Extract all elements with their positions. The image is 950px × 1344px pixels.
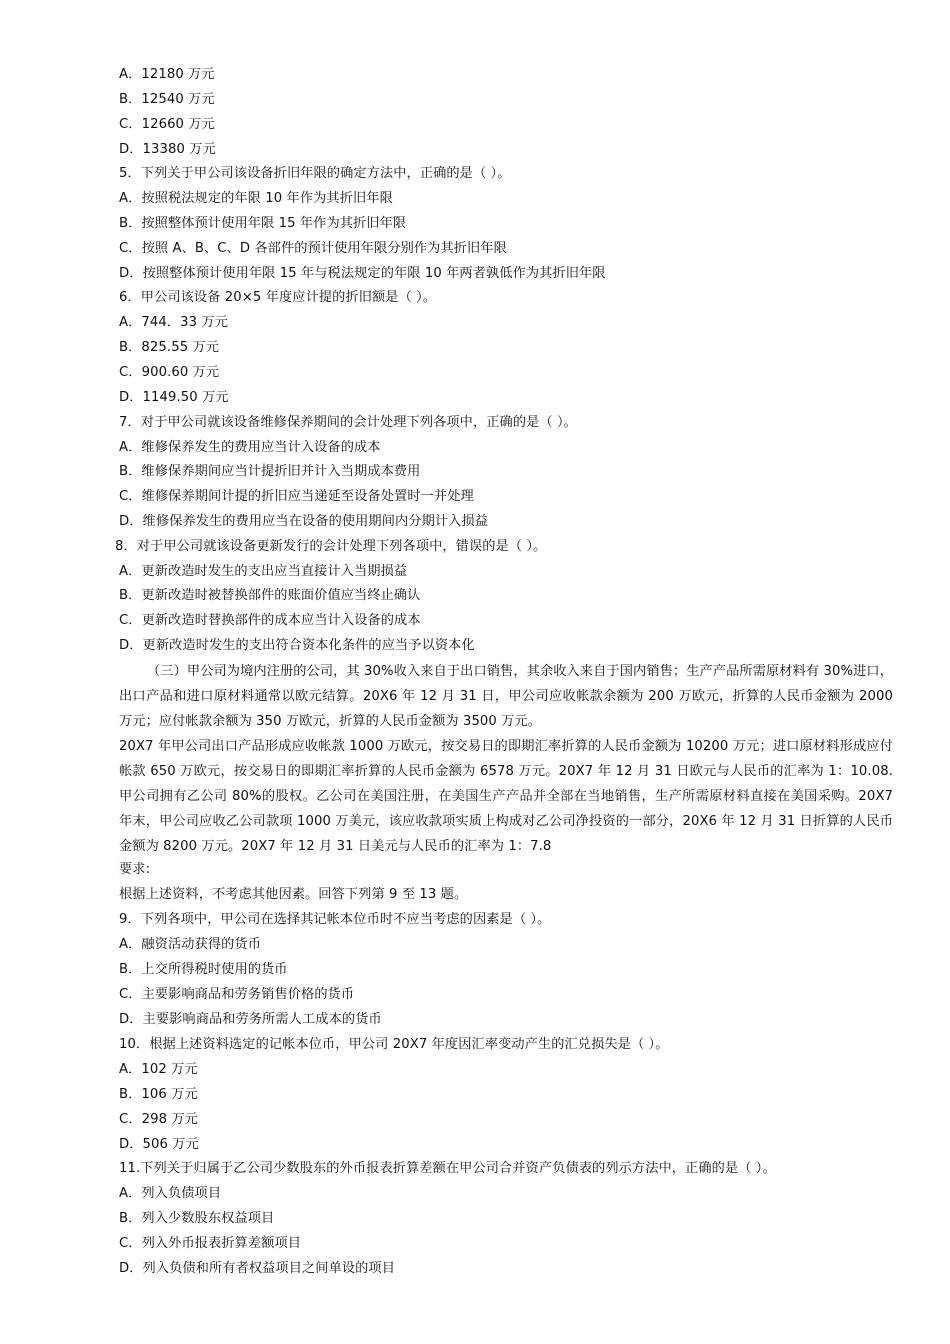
option-a-q5: A．按照税法规定的年限 10 年作为其折旧年限 (119, 191, 393, 206)
requirement-label: 要求: (119, 862, 151, 877)
question-5: 5．下列关于甲公司该设备折旧年限的确定方法中，正确的是（ ）。 (119, 166, 511, 181)
option-c-q9: C．主要影响商品和劳务销售价格的货币 (119, 987, 355, 1002)
option-a-q10: A．102 万元 (119, 1062, 198, 1077)
option-d-q11: D．列入负债和所有者权益项目之间单设的项目 (119, 1261, 396, 1276)
option-c-q5: C．按照 A、B、C、D 各部件的预计使用年限分别作为其折旧年限 (119, 241, 507, 256)
case-paragraph-1: （三）甲公司为境内注册的公司，其 30%收入来自于出口销售，其余收入来自于国内销售；生产产品所需原材料有 30%进口，出口产品和进口原材料通常以欧元结算。20X6 年 12 月 31 日，甲公司应收帐款余额为 200 万欧元，折算的人民币金额为 2000 万元；应付帐款余额为 350 万欧元，折算的人民币金额为 3500 万元。 (119, 664, 893, 729)
option-d-q8: D．更新改造时发生的支出符合资本化条件的应当予以资本化 (119, 638, 475, 653)
option-a-q4: A．12180 万元 (119, 67, 215, 82)
option-a-q11: A．列入负债项目 (119, 1186, 222, 1201)
option-a-q6: A．744．33 万元 (119, 315, 229, 330)
question-9: 9．下列各项中，甲公司在选择其记帐本位币时不应当考虑的因素是（ ）。 (119, 912, 551, 927)
option-b-q9: B．上交所得税时使用的货币 (119, 962, 288, 977)
question-10: 10．根据上述资料选定的记帐本位币，甲公司 20X7 年度因汇率变动产生的汇兑损失是（ ）。 (119, 1037, 669, 1052)
option-d-q6: D．1149.50 万元 (119, 390, 229, 405)
option-b-q11: B．列入少数股东权益项目 (119, 1211, 275, 1226)
option-c-q7: C．维修保养期间计提的折旧应当递延至设备处置时一并处理 (119, 489, 474, 504)
option-b-q8: B．更新改造时被替换部件的账面价值应当终止确认 (119, 588, 421, 603)
option-c-q11: C．列入外币报表折算差额项目 (119, 1236, 302, 1251)
option-a-q7: A．维修保养发生的费用应当计入设备的成本 (119, 440, 381, 455)
case-paragraph-2: 20X7 年甲公司出口产品形成应收帐款 1000 万欧元，按交易日的即期汇率折算的人民币金额为 10200 万元；进口原材料形成应付帐款 650 万欧元，按交易日的即期汇率折算的人民币金额为 6578 万元。20X7 年 12 月 31 日欧元与人民币的汇率为 1：10.08.甲公司拥有乙公司 80%的股权。乙公司在美国注册，在美国生产产品并全部在当地销售，生产所需原材料直接在美国采购。20X7 年末，甲公司应收乙公司款项 1000 万美元，该应收款项实质上构成对乙公司净投资的一部分，20X6 年 12 月 31 日折算的人民币金额为 8200 万元。20X7 年 12 月 31 日美元与人民币的汇率为 1：7.8 (119, 739, 893, 854)
option-b-q6: B．825.55 万元 (119, 340, 220, 355)
option-d-q4: D．13380 万元 (119, 142, 216, 157)
option-b-q5: B．按照整体预计使用年限 15 年作为其折旧年限 (119, 216, 407, 231)
option-c-q10: C．298 万元 (119, 1112, 198, 1127)
requirement-text: 根据上述资料，不考虑其他因素。回答下列第 9 至 13 题。 (119, 887, 468, 902)
question-7: 7．对于甲公司就该设备维修保养期间的会计处理下列各项中，正确的是（ ）。 (119, 415, 577, 430)
option-c-q4: C．12660 万元 (119, 117, 215, 132)
option-d-q10: D．506 万元 (119, 1137, 199, 1152)
option-b-q4: B．12540 万元 (119, 92, 215, 107)
option-a-q9: A．融资活动获得的货币 (119, 937, 261, 952)
option-b-q10: B．106 万元 (119, 1087, 198, 1102)
option-b-q7: B．维修保养期间应当计提折旧并计入当期成本费用 (119, 464, 421, 479)
question-6: 6．甲公司该设备 20×5 年度应计提的折旧额是（ ）。 (119, 290, 437, 305)
question-8: 8．对于甲公司就该设备更新发行的会计处理下列各项中，错误的是（ ）。 (115, 539, 547, 554)
option-d-q9: D．主要影响商品和劳务所需人工成本的货币 (119, 1012, 382, 1027)
option-a-q8: A．更新改造时发生的支出应当直接计入当期损益 (119, 564, 408, 579)
option-c-q8: C．更新改造时替换部件的成本应当计入设备的成本 (119, 613, 421, 628)
option-d-q5: D．按照整体预计使用年限 15 年与税法规定的年限 10 年两者孰低作为其折旧年限 (119, 266, 606, 281)
question-11: 11.下列关于归属于乙公司少数股东的外币报表折算差额在甲公司合并资产负债表的列示方法中，正确的是（ ）。 (119, 1161, 776, 1176)
option-d-q7: D．维修保养发生的费用应当在设备的使用期间内分期计入损益 (119, 514, 489, 529)
option-c-q6: C．900.60 万元 (119, 365, 220, 380)
